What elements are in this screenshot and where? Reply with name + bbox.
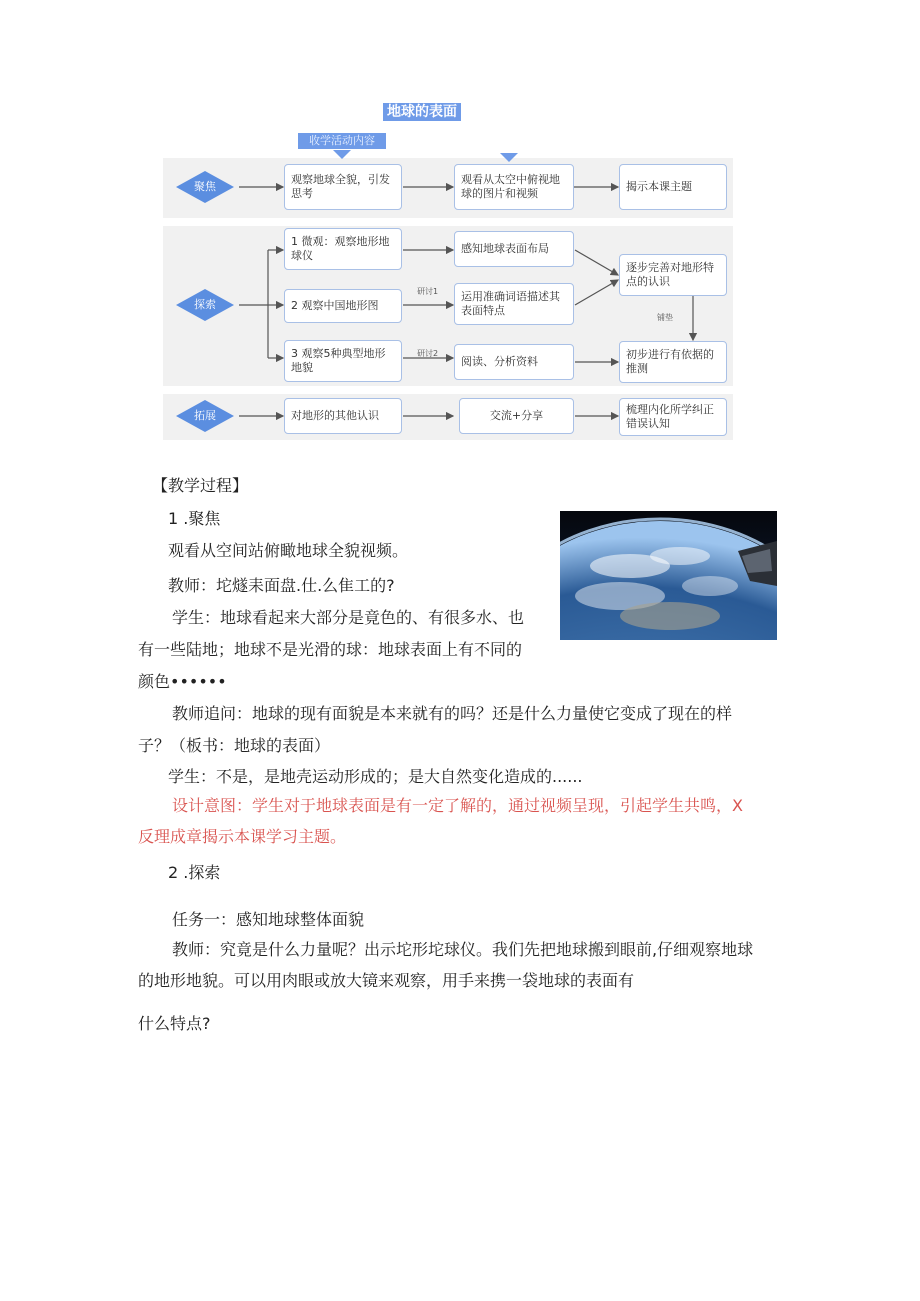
flow-box: 观察地球全貌，引发思考 — [284, 164, 402, 210]
paragraph: 教师追问：地球的现有面貌是本来就有的吗？还是什么力量使它变成了现在的样 — [172, 704, 733, 723]
stage-label: 聚焦 — [194, 180, 216, 193]
flow-box: 交流+分享 — [459, 398, 574, 434]
flow-box: 感知地球表面布局 — [454, 231, 574, 267]
design-intent: 设计意图：学生对于地球表面是有一定了解的，通过视频呈现，引起学生共鸣，X — [172, 796, 743, 815]
edge-label: 研讨1 — [417, 287, 439, 296]
stage-diamond-focus — [175, 170, 235, 204]
paragraph: 什么特点? — [138, 1014, 211, 1033]
diagram-title: 地球的表面 — [383, 103, 461, 121]
paragraph: 学生：不是，是地壳运动形成的；是大自然变化造成的...... — [168, 767, 583, 786]
stage-diamond-extend — [175, 399, 235, 433]
lesson-flow-diagram — [163, 100, 733, 440]
edge-label: 研讨2 — [417, 349, 439, 358]
paragraph: 教师：究竟是什么力量呢？出示坨形坨球仪。我们先把地球搬到眼前,仔细观察地球 — [172, 940, 754, 959]
paragraph: 教师：坨燧耒面盘.仕.么隹工的? — [168, 576, 395, 595]
paragraph: 子？（板书：地球的表面） — [138, 736, 331, 755]
edge-label: 铺垫 — [657, 313, 673, 322]
flow-box: 逐步完善对地形特点的认识 — [619, 254, 727, 296]
stage-label: 探索 — [194, 298, 216, 311]
flow-box: 运用准确词语描述其表面特点 — [454, 283, 574, 325]
flow-box: 阅读、分析资料 — [454, 344, 574, 380]
paragraph: 有一些陆地；地球不是光滑的球：地球表面上有不同的 — [138, 640, 523, 659]
section-heading: 【教学过程】 — [152, 476, 249, 495]
flow-box: 对地形的其他认识 — [284, 398, 402, 434]
design-intent: 反理成章揭示本课学习主题。 — [138, 827, 347, 846]
paragraph: 的地形地貌。可以用肉眼或放大镜来观察，用手来携一袋地球的表面有 — [138, 971, 635, 990]
flow-box: 揭示本课主题 — [619, 164, 727, 210]
earth-from-space-image — [560, 511, 777, 640]
stage-diamond-explore — [175, 288, 235, 322]
paragraph: 观看从空间站俯瞰地球全貌视频。 — [168, 541, 409, 560]
section-title: 2 .探索 — [168, 863, 221, 882]
diagram-subtitle: 收学活动内容 — [298, 133, 386, 149]
flow-box: 1 微观：观察地形地球仪 — [284, 228, 402, 270]
flow-box: 初步进行有依据的推测 — [619, 341, 727, 383]
section-title: 1 .聚焦 — [168, 509, 221, 528]
flow-box: 3 观察5种典型地形地貌 — [284, 340, 402, 382]
flow-box: 观看从太空中俯视地球的图片和视频 — [454, 164, 574, 210]
paragraph: 学生：地球看起来大部分是竟色的、有很多水、也 — [172, 608, 525, 627]
stage-label: 拓展 — [194, 409, 216, 422]
paragraph: 颜色•••••• — [138, 672, 227, 691]
paragraph: 任务一：感知地球整体面貌 — [172, 910, 365, 929]
flow-box: 2 观察中国地形图 — [284, 289, 402, 323]
flow-box: 梳理内化所学纠正错误认知 — [619, 398, 727, 436]
